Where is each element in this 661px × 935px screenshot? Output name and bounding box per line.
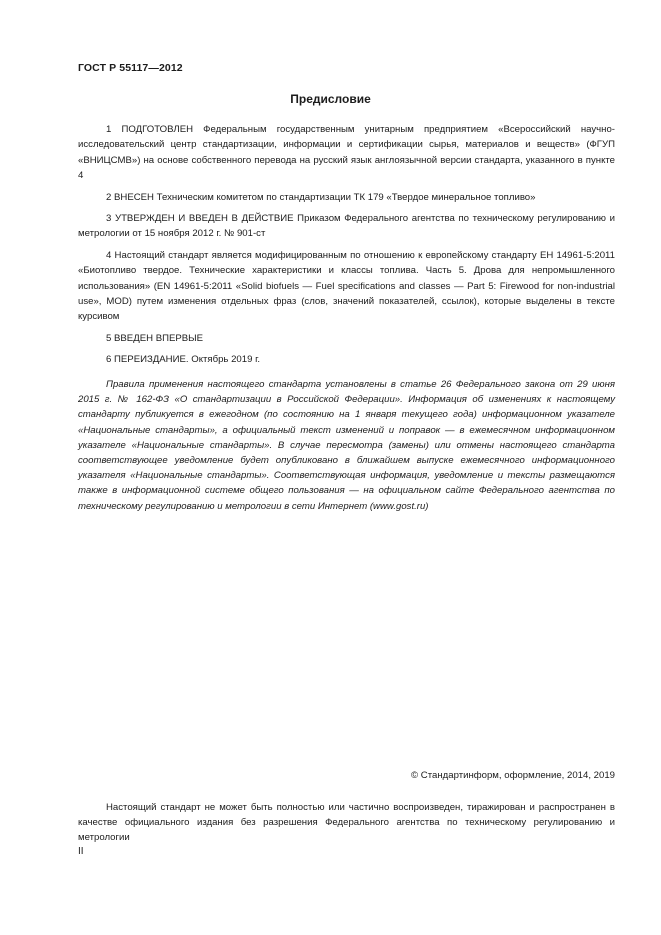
foreword-item-4: 4 Настоящий стандарт является модифицированным по отношению к европейскому стандарту ЕН 14961-5:2011 «Биотопливо твердое. Технические характеристики и классы топлива. Часть 5. Дрова для непромышленного использования» (EN 14961-5:2011 «Solid biofuels — Fuel specifications and classes — Part 5: Firewood for non-industrial use», MOD) путем изменения отдельных фраз (слов, значений показателей, ссылок), которые выделены в тексте курсивом <box>78 249 615 323</box>
foreword-item-1: 1 ПОДГОТОВЛЕН Федеральным государственным унитарным предприятием «Всероссийский научно-исследовательский центр стандартизации, информации и сертификации сырья, материалов и веществ» (ФГУП «ВНИЦСМВ») на основе собственного перевода на русский язык англоязычной версии стандарта, указанного в пункте 4 <box>78 124 615 182</box>
document-header: ГОСТ Р 55117—2012 <box>78 62 183 74</box>
foreword-list <box>78 122 615 374</box>
copyright-line: © Стандартинформ, оформление, 2014, 2019 <box>411 770 615 781</box>
foreword-item-3: 3 УТВЕРЖДЕН И ВВЕДЕН В ДЕЙСТВИЕ Приказом Федерального агентства по техническому регулированию и метрологии от 15 ноября 2012 г. № 901-ст <box>78 213 615 240</box>
rules-notice: Правила применения настоящего стандарта установлены в статье 26 Федерального закона от 29 июня 2015 г. № 162-ФЗ «О стандартизации в Российской Федерации». Информация об изменениях к настоящему стандарту публикуется в ежегодном (по состоянию на 1 января текущего года) информационном указателе «Национальные стандарты», а официальный текст изменений и поправок — в ежемесячном информационном указателе «Национальные стандарты». В случае пересмотра (замены) или отмены настоящего стандарта соответствующее уведомление будет опубликовано в ближайшем выпуске ежемесячного информационного указателя «Национальные стандарты». Соответствующая информация, уведомление и тексты размещаются также в информационной системе общего пользования — на официальном сайте Федерального агентства по техническому регулированию и метрологии в сети Интернет (www.gost.ru) <box>78 379 615 512</box>
foreword-item-2: 2 ВНЕСЕН Техническим комитетом по стандартизации ТК 179 «Твердое минеральное топливо» <box>106 191 536 203</box>
foreword-item-6: 6 ПЕРЕИЗДАНИЕ. Октябрь 2019 г. <box>106 354 261 366</box>
page-number: II <box>78 846 84 857</box>
reproduction-notice: Настоящий стандарт не может быть полностью или частично воспроизведен, тиражирован и распространен в качестве официального издания без разрешения Федерального агентства по техническому регулированию и метрологии <box>78 802 615 844</box>
page-title: Предисловие <box>290 92 371 106</box>
foreword-item-5: 5 ВВЕДЕН ВПЕРВЫЕ <box>106 332 204 344</box>
